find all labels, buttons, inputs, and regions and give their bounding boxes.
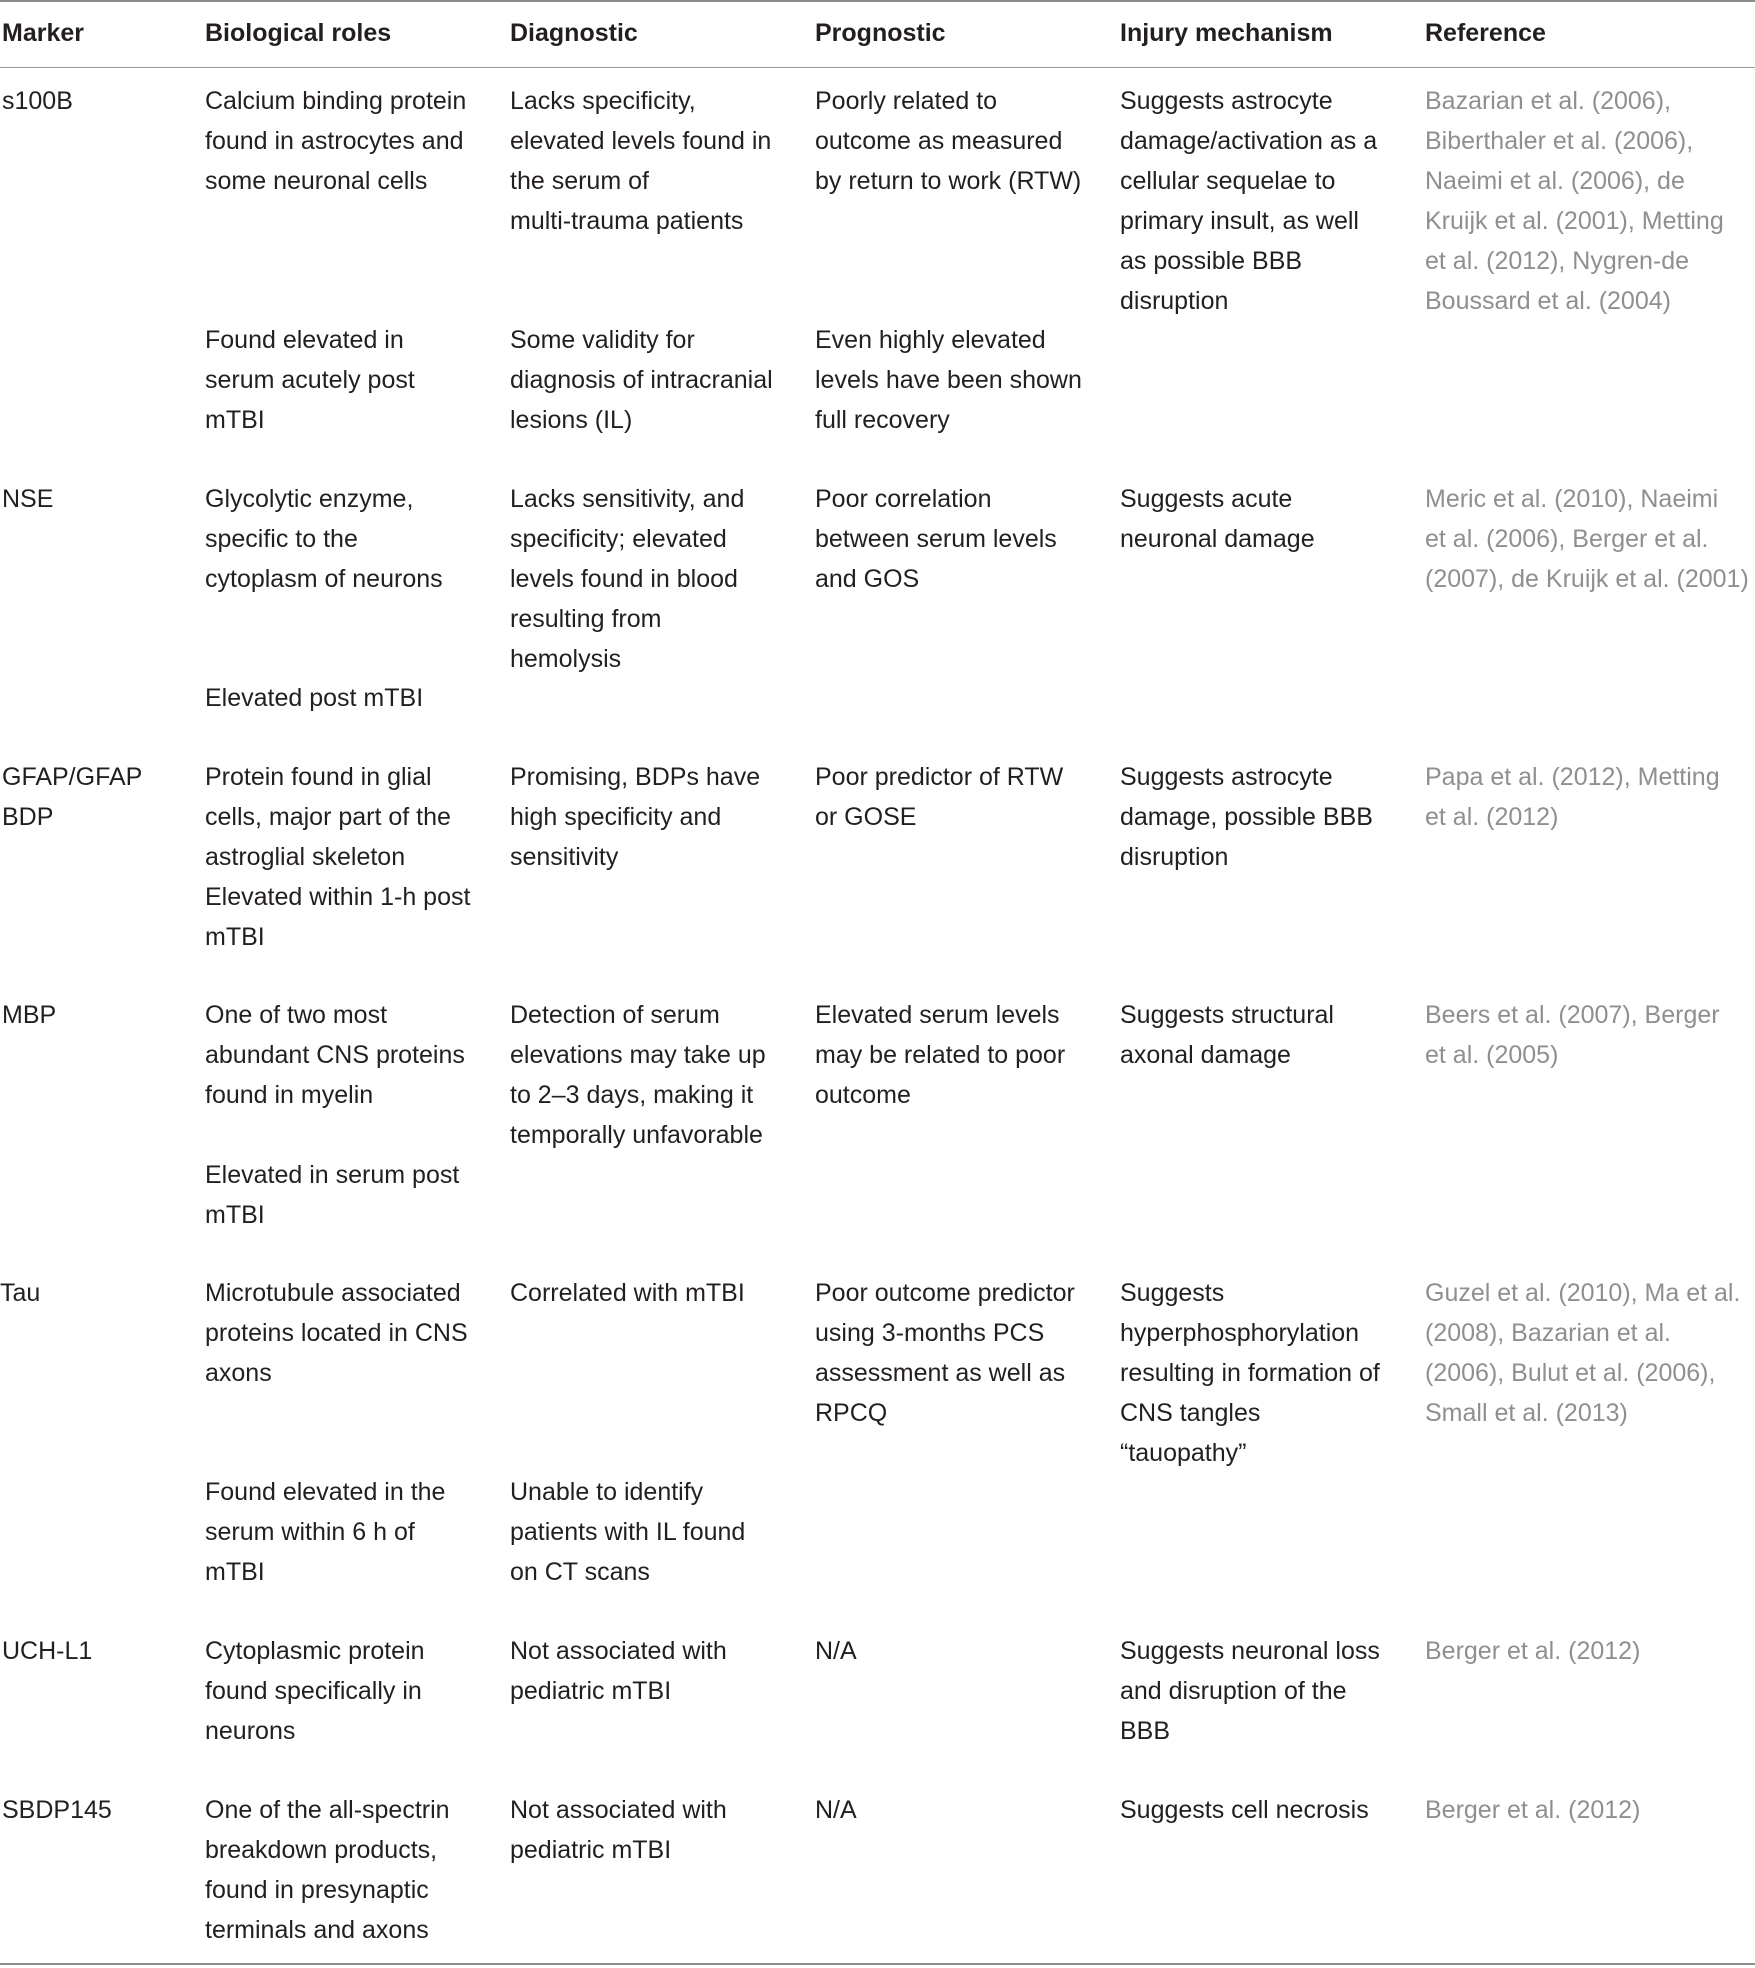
diagnostic-cell: Promising, BDPs have high specificity and sensitivity — [510, 763, 761, 871]
diagnostic-cell: Not associated with pediatric mTBI — [510, 1637, 727, 1705]
prognostic-cell: Elevated serum levels may be related to poor outcome — [815, 1001, 1066, 1109]
marker-cell: SBDP145 — [2, 1796, 112, 1824]
prognostic-cell: Poor outcome predictor using 3-months PCS assessment as well as RPCQ — [815, 1279, 1075, 1427]
biological-cell: Glycolytic enzyme, specific to the cytoplasm of neurons — [205, 485, 443, 593]
header-injury: Injury mechanism — [1120, 19, 1333, 47]
diagnostic-cell: Lacks sensitivity, and specificity; elevated levels found in blood resulting from hemolysis — [510, 485, 745, 673]
diagnostic-cell: Detection of serum elevations may take up to 2–3 days, making it temporally unfavorable — [510, 1001, 766, 1149]
reference-cell: Meric et al. (2010), Naeimi et al. (2006), Berger et al. (2007), de Kruijk et al. (2001) — [1425, 485, 1749, 593]
diagnostic-cell: Some validity for diagnosis of intracranial lesions (IL) — [510, 326, 773, 434]
diagnostic-cell: Unable to identify patients with IL found on CT scans — [510, 1478, 746, 1586]
header-marker: Marker — [2, 19, 84, 47]
prognostic-cell: Poor predictor of RTW or GOSE — [815, 763, 1064, 831]
prognostic-cell: N/A — [815, 1796, 857, 1824]
biological-cell: One of two most abundant CNS proteins found in myelin — [205, 1001, 465, 1109]
biological-cell: Elevated in serum post mTBI — [205, 1161, 460, 1229]
reference-cell: Berger et al. (2012) — [1425, 1637, 1641, 1665]
reference-cell: Bazarian et al. (2006), Biberthaler et al. (2006), Naeimi et al. (2006), de Kruijk et al. (2001), Metting et al. (2012), Nygren-de Boussard et al. (2004) — [1425, 87, 1724, 315]
reference-cell: Berger et al. (2012) — [1425, 1796, 1641, 1824]
table-bottom-rule — [0, 1963, 1755, 1965]
header-biological: Biological roles — [205, 19, 392, 47]
diagnostic-cell: Correlated with mTBI — [510, 1279, 745, 1307]
biological-cell: One of the all-spectrin breakdown products, found in presynaptic terminals and axons — [205, 1796, 450, 1944]
marker-cell: Tau — [0, 1279, 41, 1307]
diagnostic-cell: Lacks specificity, elevated levels found in the serum of multi-trauma patients — [510, 87, 772, 235]
biological-cell: Cytoplasmic protein found specifically in neurons — [205, 1637, 425, 1745]
biological-cell: Protein found in glial cells, major part of the astroglial skeleton Elevated within 1-h post mTBI — [205, 763, 471, 951]
injury-cell: Suggests astrocyte damage, possible BBB disruption — [1120, 763, 1373, 871]
marker-cell: GFAP/GFAP BDP — [2, 763, 143, 831]
prognostic-cell: Even highly elevated levels have been shown full recovery — [815, 326, 1082, 434]
injury-cell: Suggests neuronal loss and disruption of the BBB — [1120, 1637, 1380, 1745]
reference-cell: Guzel et al. (2010), Ma et al. (2008), Bazarian et al. (2006), Bulut et al. (2006), Small et al. (2013) — [1425, 1279, 1741, 1427]
prognostic-cell: Poorly related to outcome as measured by return to work (RTW) — [815, 87, 1082, 195]
prognostic-cell: Poor correlation between serum levels and GOS — [815, 485, 1057, 593]
diagnostic-cell: Not associated with pediatric mTBI — [510, 1796, 727, 1864]
reference-cell: Papa et al. (2012), Metting et al. (2012) — [1425, 763, 1720, 831]
table-top-rule — [0, 0, 1755, 2]
injury-cell: Suggests acute neuronal damage — [1120, 485, 1315, 553]
prognostic-cell: N/A — [815, 1637, 857, 1665]
marker-cell: NSE — [2, 485, 54, 513]
marker-cell: s100B — [2, 87, 73, 115]
biological-cell: Found elevated in the serum within 6 h of mTBI — [205, 1478, 446, 1586]
header-reference: Reference — [1425, 19, 1546, 47]
header-diagnostic: Diagnostic — [510, 19, 638, 47]
injury-cell: Suggests hyperphosphorylation resulting in formation of CNS tangles “tauopathy” — [1120, 1279, 1380, 1467]
biological-cell: Microtubule associated proteins located in CNS axons — [205, 1279, 468, 1387]
marker-cell: MBP — [2, 1001, 57, 1029]
reference-cell: Beers et al. (2007), Berger et al. (2005) — [1425, 1001, 1720, 1069]
header-prognostic: Prognostic — [815, 19, 946, 47]
marker-cell: UCH-L1 — [2, 1637, 93, 1665]
biological-cell: Calcium binding protein found in astrocytes and some neuronal cells — [205, 87, 467, 195]
injury-cell: Suggests cell necrosis — [1120, 1796, 1369, 1824]
biological-cell: Found elevated in serum acutely post mTBI — [205, 326, 415, 434]
injury-cell: Suggests astrocyte damage/activation as a cellular sequelae to primary insult, as well as possible BBB disruption — [1120, 87, 1378, 315]
injury-cell: Suggests structural axonal damage — [1120, 1001, 1334, 1069]
biological-cell: Elevated post mTBI — [205, 684, 424, 712]
header-rule — [0, 67, 1755, 68]
